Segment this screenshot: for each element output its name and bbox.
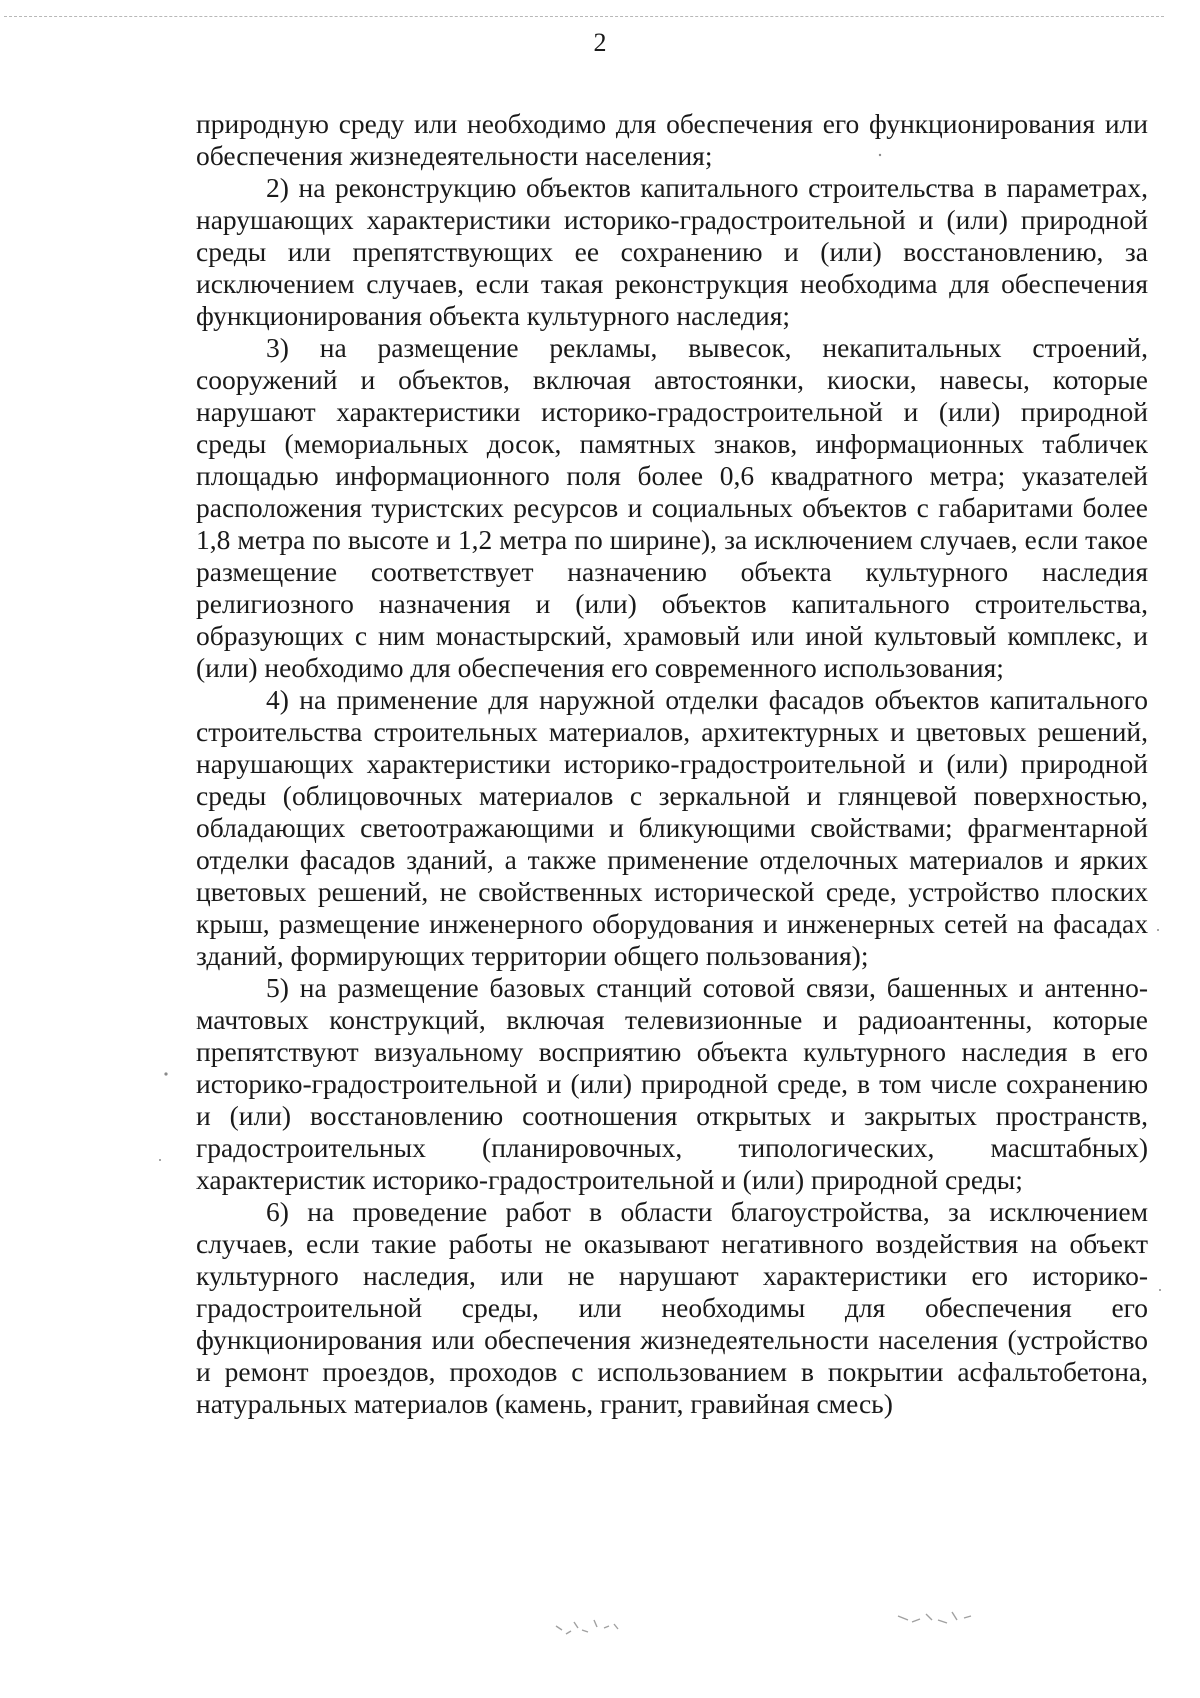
paragraph-item-6: 6) на проведение работ в области благоустройства, за исключением случаев, если такие работы не оказывают негативного воздействия на объект культурного наследия, или не нарушают характеристики его историко-градостроительной среды, или необходимы для обеспечения его функционирования или обеспечения жизнедеятельности населения (устройство и ремонт проездов, проходов с использованием в покрытии асфальтобетона, натуральных материалов (камень, гранит, гравийная смесь) — [196, 1196, 1148, 1419]
paragraph-item-2: 2) на реконструкцию объектов капитального строительства в параметрах, нарушающих характеристики историко-градостроительной и (или) природной среды или препятствующих ее сохранению и (или) восстановлению, за исключением случаев, если такая реконструкция необходима для обеспечения функционирования объекта культурного наследия; — [196, 172, 1148, 331]
document-body — [196, 108, 1148, 1420]
scan-edge-line — [4, 16, 1164, 17]
paragraph-continuation: природную среду или необходимо для обеспечения его функционирования или обеспечения жизнедеятельности населения; — [196, 108, 1148, 171]
paragraph-item-5: 5) на размещение базовых станций сотовой связи, башенных и антенно-мачтовых конструкций, включая телевизионные и радиоантенны, которые препятствуют визуальному восприятию объекта культурного наследия в его историко-градостроительной и (или) природной среде, в том числе сохранению и (или) восстановлению соотношения открытых и закрытых пространств, градостроительных (планировочных, типологических, масштабных) характеристик историко-градостроительной и (или) природной среды; — [196, 972, 1148, 1195]
paragraph-item-3: 3) на размещение рекламы, вывесок, некапитальных строений, сооружений и объектов, включая автостоянки, киоски, навесы, которые нарушают характеристики историко-градостроительной и (или) природной среды (мемориальных досок, памятных знаков, информационных табличек площадью информационного поля более 0,6 квадратного метра; указателей расположения туристских ресурсов и социальных объектов с габаритами более 1,8 метра по высоте и 1,2 метра по ширине), за исключением случаев, если такое размещение соответствует назначению объекта культурного наследия религиозного назначения и (или) объектов капитального строительства, образующих с ним монастырский, храмовый или иной культовый комплекс, и (или) необходимо для обеспечения его современного использования; — [196, 332, 1148, 683]
paragraph-item-4: 4) на применение для наружной отделки фасадов объектов капитального строительства строительных материалов, архитектурных и цветовых решений, нарушающих характеристики историко-градостроительной и (или) природной среды (облицовочных материалов с зеркальной и глянцевой поверхностью, обладающих светоотражающими и бликующими свойствами; фрагментарной отделки фасадов зданий, а также применение отделочных материалов и ярких цветовых решений, не свойственных исторической среде, устройство плоских крыш, размещение инженерного оборудования и инженерных сетей на фасадах зданий, формирующих территории общего пользования); — [196, 684, 1148, 971]
page-number: 2 — [593, 28, 607, 57]
